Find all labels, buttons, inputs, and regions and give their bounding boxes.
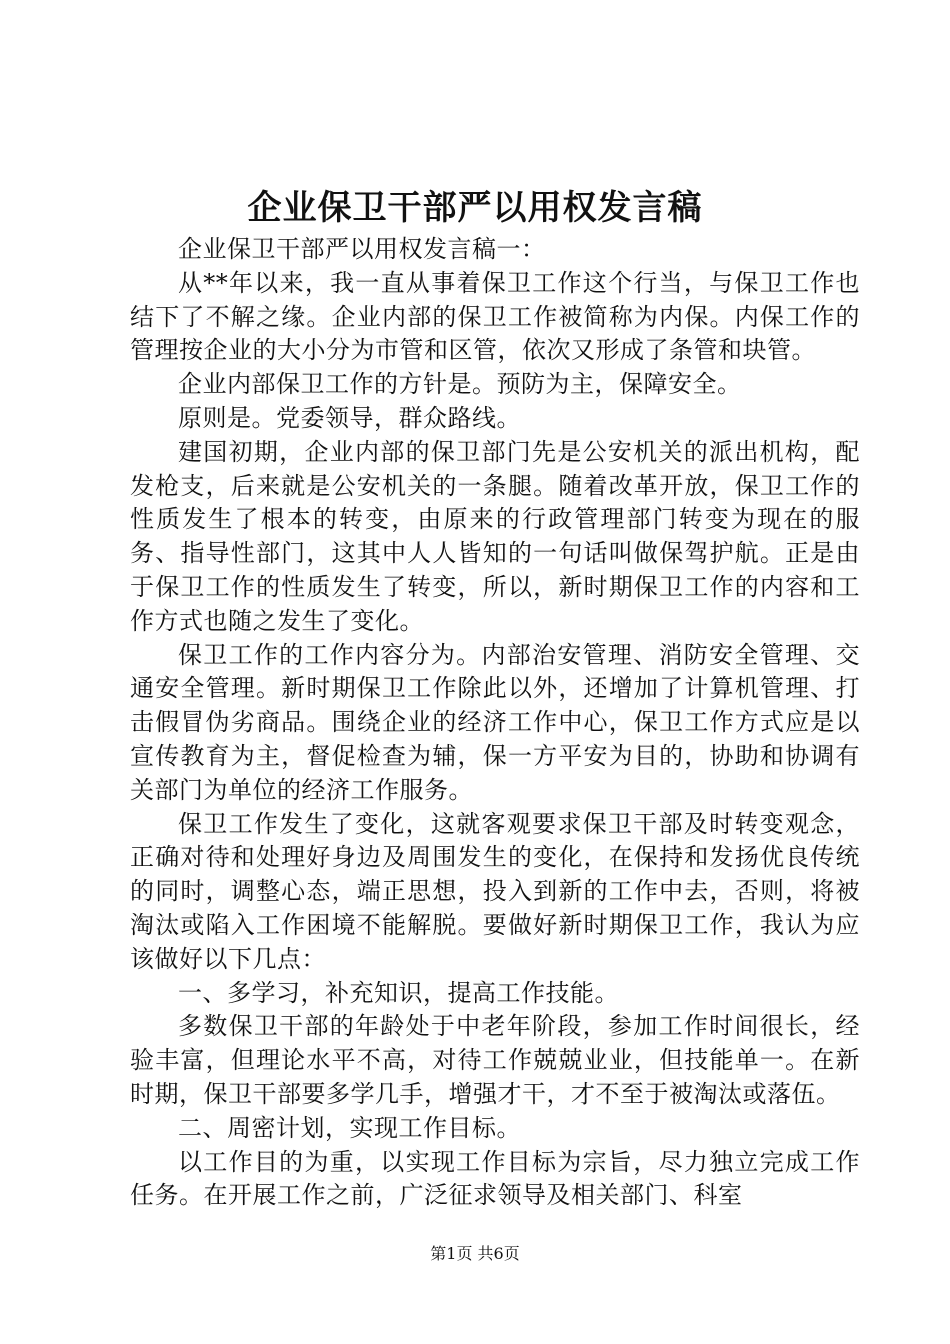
document-body: [130, 233, 860, 1213]
paragraph: 以工作目的为重，以实现工作目标为宗旨，尽力独立完成工作任务。在开展工作之前，广泛征求领导及相关部门、科室: [130, 1147, 860, 1210]
paragraph: 保卫工作的工作内容分为。内部治安管理、消防安全管理、交通安全管理。新时期保卫工作除此以外，还增加了计算机管理、打击假冒伪劣商品。围绕企业的经济工作中心，保卫工作方式应是以宣传教育为主，督促检查为辅，保一方平安为目的，协助和协调有关部门为单位的经济工作服务。: [130, 640, 860, 804]
paragraph: 多数保卫干部的年龄处于中老年阶段，参加工作时间很长，经验丰富，但理论水平不高，对待工作兢兢业业，但技能单一。在新时期，保卫干部要多学几手，增强才干，才不至于被淘汰或落伍。: [130, 1012, 860, 1108]
paragraph: 从**年以来，我一直从事着保卫工作这个行当，与保卫工作也结下了不解之缘。企业内部的保卫工作被简称为内保。内保工作的管理按企业的大小分为市管和区管，依次又形成了条管和块管。: [130, 268, 860, 365]
paragraph: 建国初期，企业内部的保卫部门先是公安机关的派出机构，配发枪支，后来就是公安机关的一条腿。随着改革开放，保卫工作的性质发生了根本的转变，由原来的行政管理部门转变为现在的服务、指导性部门，这其中人人皆知的一句话叫做保驾护航。正是由于保卫工作的性质发生了转变，所以，新时期保卫工作的内容和工作方式也随之发生了变化。: [130, 437, 860, 635]
section-heading: 二、周密计划，实现工作目标。: [178, 1113, 521, 1142]
paragraph: 企业内部保卫工作的方针是。预防为主，保障安全。: [178, 370, 742, 399]
document-title: 企业保卫干部严以用权发言稿: [247, 188, 703, 228]
section-heading: 一、多学习，补充知识，提高工作技能。: [178, 978, 619, 1007]
paragraph: 保卫工作发生了变化，这就客观要求保卫干部及时转变观念，正确对待和处理好身边及周围发生的变化，在保持和发扬优良传统的同时，调整心态，端正思想，投入到新的工作中去，否则，将被淘汰或陷入工作困境不能解脱。要做好新时期保卫工作，我认为应该做好以下几点：: [130, 809, 860, 973]
page-number-footer: 第1页 共6页: [430, 1244, 520, 1263]
paragraph-intro: 企业保卫干部严以用权发言稿一：: [178, 235, 546, 263]
paragraph: 原则是。党委领导，群众路线。: [178, 403, 521, 432]
